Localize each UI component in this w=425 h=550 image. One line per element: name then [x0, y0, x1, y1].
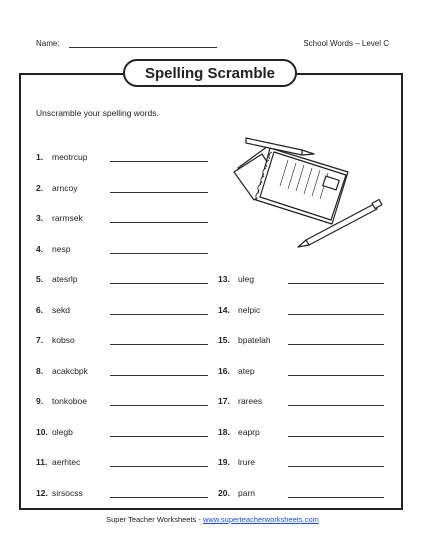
scrambled-word: atep: [238, 365, 255, 376]
answer-line[interactable]: [288, 436, 384, 437]
name-field[interactable]: [69, 47, 217, 48]
list-item: [36, 274, 208, 286]
list-item: [218, 335, 384, 347]
item-number: 6.: [36, 304, 44, 315]
item-number: 2.: [36, 182, 44, 193]
notebook-pencil-icon: [228, 128, 388, 248]
item-number: 17.: [218, 396, 230, 406]
footer: [0, 515, 425, 524]
level-label: School Words – Level C: [303, 39, 389, 48]
item-number: 15.: [218, 335, 230, 345]
item-number: 7.: [36, 335, 44, 345]
answer-line[interactable]: [110, 344, 208, 345]
item-number: 16.: [218, 365, 230, 376]
name-label: Name:: [36, 39, 60, 48]
item-number: 8.: [36, 365, 44, 376]
item-number: 10.: [36, 426, 48, 437]
item-number: 18.: [218, 426, 230, 437]
scrambled-word: olegb: [52, 426, 73, 437]
list-item: [218, 366, 384, 378]
answer-line[interactable]: [110, 222, 208, 223]
answer-line[interactable]: [110, 283, 208, 284]
scrambled-word: lrure: [238, 457, 256, 467]
item-number: 1.: [36, 152, 44, 162]
answer-line[interactable]: [110, 436, 208, 437]
list-item: [218, 457, 384, 469]
list-item: [36, 335, 208, 347]
item-number: 20.: [218, 487, 230, 498]
answer-line[interactable]: [110, 375, 208, 376]
answer-line[interactable]: [288, 375, 384, 376]
answer-line[interactable]: [288, 344, 384, 345]
page-title: Spelling Scramble: [123, 59, 297, 87]
scrambled-word: sirsocss: [52, 487, 83, 498]
list-item: [36, 457, 208, 469]
answer-line[interactable]: [110, 192, 208, 193]
item-number: 9.: [36, 396, 44, 406]
scrambled-word: parn: [238, 487, 256, 498]
list-item: [36, 427, 208, 439]
answer-line[interactable]: [110, 466, 208, 467]
list-item: [36, 152, 208, 164]
scrambled-word: nelpic: [238, 304, 261, 315]
item-number: 13.: [218, 274, 230, 284]
scrambled-word: acakcbpk: [52, 365, 88, 376]
list-item: [36, 244, 208, 256]
scrambled-word: tonkoboe: [52, 396, 87, 406]
scrambled-word: bpatelah: [238, 335, 271, 345]
item-number: 19.: [218, 457, 230, 467]
scrambled-word: arncoy: [52, 182, 78, 193]
scrambled-word: eaprp: [238, 426, 260, 437]
scrambled-word: atesrlp: [52, 274, 78, 284]
item-number: 14.: [218, 304, 230, 315]
list-item: [36, 305, 208, 317]
scrambled-word: rarmsek: [52, 213, 83, 223]
list-item: [218, 488, 384, 500]
list-item: [36, 488, 208, 500]
answer-line[interactable]: [288, 405, 384, 406]
answer-line[interactable]: [288, 283, 384, 284]
list-item: [218, 396, 384, 408]
answer-line[interactable]: [288, 497, 384, 498]
list-item: [36, 366, 208, 378]
answer-line[interactable]: [288, 466, 384, 467]
scrambled-word: nesp: [52, 243, 71, 254]
answer-line[interactable]: [110, 497, 208, 498]
answer-line[interactable]: [110, 161, 208, 162]
scrambled-word: sekd: [52, 304, 70, 315]
instructions: Unscramble your spelling words.: [36, 108, 159, 118]
answer-line[interactable]: [110, 253, 208, 254]
scrambled-word: aerhtec: [52, 457, 81, 467]
list-item: [218, 305, 384, 317]
item-number: 4.: [36, 243, 44, 254]
item-number: 11.: [36, 457, 48, 467]
answer-line[interactable]: [110, 405, 208, 406]
scrambled-word: rarees: [238, 396, 263, 406]
footer-text: Super Teacher Worksheets -: [106, 515, 203, 524]
list-item: [218, 427, 384, 439]
item-number: 5.: [36, 274, 44, 284]
list-item: [36, 213, 208, 225]
item-number: 12.: [36, 487, 48, 498]
footer-link[interactable]: www.superteacherworksheets.com: [202, 515, 319, 524]
list-item: [218, 274, 384, 286]
scrambled-word: kobso: [52, 335, 75, 345]
scrambled-word: meotrcup: [52, 152, 88, 162]
item-number: 3.: [36, 213, 44, 223]
answer-line[interactable]: [110, 314, 208, 315]
list-item: [36, 183, 208, 195]
answer-line[interactable]: [288, 314, 384, 315]
list-item: [36, 396, 208, 408]
scrambled-word: uleg: [238, 274, 255, 284]
